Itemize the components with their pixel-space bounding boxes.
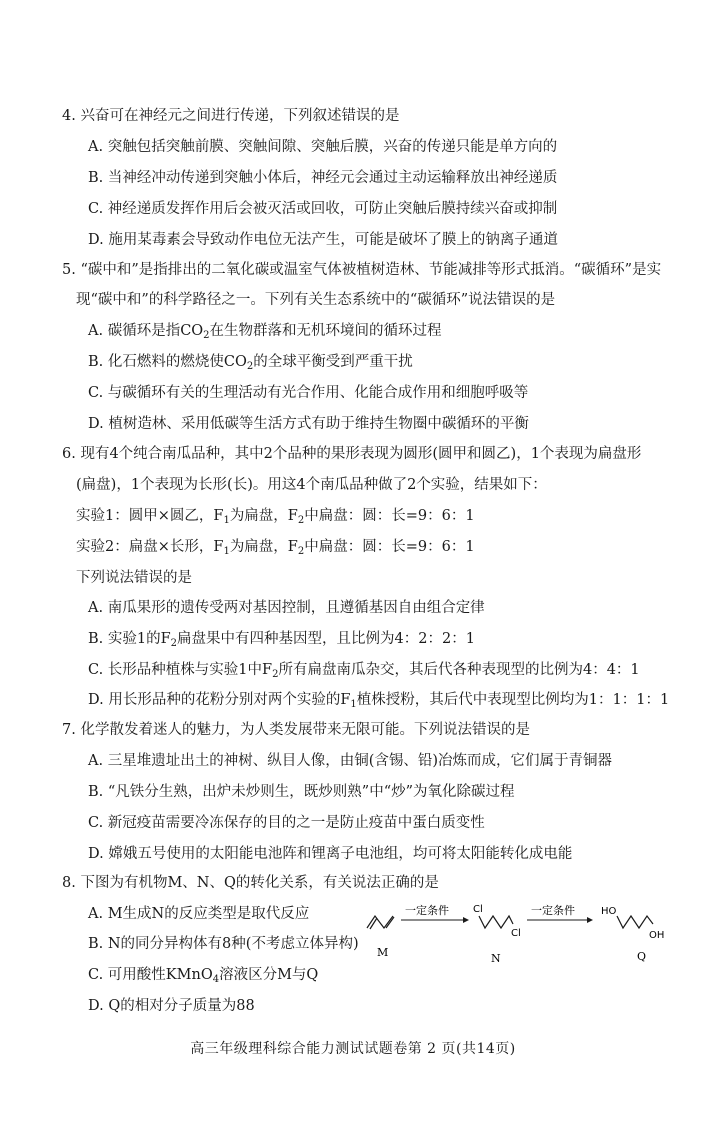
q4-option-c: C. 神经递质发挥作用后会被灭活或回收，可防止突触后膜持续兴奋或抑制: [88, 201, 558, 217]
arrow-2-condition: 一定条件: [531, 904, 575, 917]
q6-stem-line1: 6. 现有4个纯合南瓜品种，其中2个品种的果形表现为圆形(圆甲和圆乙)，1个表现为扁盘形: [62, 446, 642, 462]
molecule-q: [617, 916, 653, 928]
q4-option-d: D. 施用某毒素会导致动作电位无法产生，可能是破坏了膜上的钠离子通道: [88, 232, 558, 248]
label-n: N: [491, 952, 501, 965]
q4-stem: 4. 兴奋可在神经元之间进行传递，下列叙述错误的是: [62, 108, 400, 124]
q5-stem-line1: 5. “碳中和”是指排出的二氧化碳或温室气体被植树造林、节能减排等形式抵消。“碳循环”是实: [62, 262, 662, 278]
arrow-2: [527, 917, 593, 923]
label-m: M: [377, 946, 389, 959]
oh-label: OH: [649, 930, 665, 941]
q6-option-b: B. 实验1的$F_2$扁盘果中有四种基因型，且比例为4：2：2：1: [88, 631, 475, 649]
q5-stem-line2: 现“碳中和”的科学路径之一。下列有关生态系统中的“碳循环”说法错误的是: [76, 292, 556, 308]
molecule-m: [367, 916, 394, 929]
q5-option-d: D. 植树造林、采用低碳等生活方式有助于维持生物圈中碳循环的平衡: [88, 416, 529, 432]
q4-option-b: B. 当神经冲动传递到突触小体后，神经元会通过主动运输释放出神经递质: [88, 170, 558, 186]
q5-option-a: A. 碳循环是指$CO_2$在生物群落和无机环境间的循环过程: [88, 323, 442, 341]
page-footer: 高三年级理科综合能力测试试题卷第 2 页(共14页): [190, 1041, 516, 1057]
q5-option-b: B. 化石燃料的燃烧使$CO_2$的全球平衡受到严重干扰: [88, 354, 413, 372]
arrow-1: [401, 917, 469, 923]
q8-stem: 8. 下图为有机物M、N、Q的转化关系，有关说法正确的是: [62, 875, 439, 891]
q6-experiment-2: 实验2：扁盘×长形，$F_1$为扁盘，$F_2$中扁盘：圆：长=9：6：1: [76, 539, 475, 557]
q6-option-d: D. 用长形品种的花粉分别对两个实验的$F_1$植株授粉，其后代中表现型比例均为1：1：1：1: [88, 692, 670, 710]
q6-option-a: A. 南瓜果形的遗传受两对基因控制，且遵循基因自由组合定律: [88, 600, 485, 616]
q7-option-a: A. 三星堆遗址出土的神树、纵目人像，由铜(含锡、铅)冶炼而成，它们属于青铜器: [88, 753, 613, 769]
q6-experiment-1: 实验1：圆甲×圆乙，$F_1$为扁盘，$F_2$中扁盘：圆：长=9：6：1: [76, 508, 475, 526]
q8-option-a: A. M生成N的反应类型是取代反应: [88, 906, 310, 922]
cl-top: Cl: [473, 904, 483, 915]
q5-option-c: C. 与碳循环有关的生理活动有光合作用、化能合成作用和细胞呼吸等: [88, 385, 529, 401]
arrow-1-condition: 一定条件: [405, 904, 449, 917]
q8-option-d: D. Q的相对分子质量为88: [88, 998, 255, 1014]
q8-option-b: B. N的同分异构体有8种(不考虑立体异构): [88, 936, 359, 952]
q6-ask: 下列说法错误的是: [76, 570, 192, 586]
label-q: Q: [637, 950, 647, 963]
q6-stem-line2: (扁盘)，1个表现为长形(长)。用这4个南瓜品种做了2个实验，结果如下：: [76, 477, 547, 493]
q8-option-c: C. 可用酸性KMnO$_4$溶液区分M与Q: [88, 967, 319, 985]
q4-option-a: A. 突触包括突触前膜、突触间隙、突触后膜，兴奋的传递只能是单方向的: [88, 139, 558, 155]
ho-label: HO: [601, 906, 617, 917]
q7-option-b: B. “凡铁分生熟，出炉未炒则生，既炒则熟”中“炒”为氧化除碳过程: [88, 784, 515, 800]
q6-option-c: C. 长形品种植株与实验1中$F_2$所有扁盘南瓜杂交，其后代各种表现型的比例为4：4：1: [88, 662, 640, 680]
q7-option-c: C. 新冠疫苗需要冷冻保存的目的之一是防止疫苗中蛋白质变性: [88, 815, 485, 831]
cl-bottom: Cl: [511, 928, 521, 939]
q7-stem: 7. 化学散发着迷人的魅力，为人类发展带来无限可能。下列说法错误的是: [62, 722, 530, 738]
q7-option-d: D. 嫦娥五号使用的太阳能电池阵和锂离子电池组，均可将太阳能转化成电能: [88, 846, 573, 862]
molecule-n: [479, 916, 513, 928]
reaction-scheme: [355, 900, 675, 980]
